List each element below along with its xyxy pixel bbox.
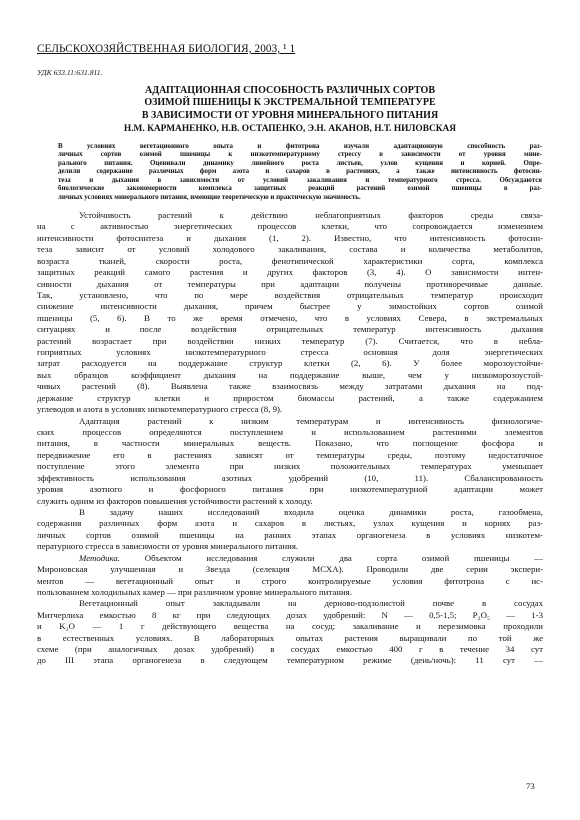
body-line: ских процессов определяются поступлением и использованием растениями элементов (37, 427, 543, 438)
body-line: пературного стресса в зависимости от уровня минерального питания. (37, 541, 299, 552)
body-line: содержания различных форм азота и сахаров в листьях, узлах кущения и корнях раз- (37, 518, 543, 529)
title-line: АДАПТАЦИОННАЯ СПОСОБНОСТЬ РАЗЛИЧНЫХ СОРТОВ (144, 85, 436, 96)
body-line: чивых растений (8). Выявлена также взаимосвязь между затратами дыхания на под- (37, 381, 543, 392)
body-line: Адаптация растений к низким температурам и интенсивность физиологиче- (79, 415, 543, 426)
body-line: возраста тканей, скорости роста, фенотипической характеристики сорта, комплекса (37, 255, 543, 266)
article-body (37, 210, 543, 667)
body-line: В задачу наших исследований входила оценка динамики роста, газообмена, (79, 506, 543, 517)
abstract-line: теза и дыхания в зависимости от условий закаливания и температурного стресса. Обсуждаются (58, 176, 542, 184)
body-line: Устойчивость растений к действию неблагоприятных факторов среды связа- (79, 210, 543, 220)
body-line: передвижение его в растениях зависят от температуры среды, поэтому недостаточное (37, 449, 543, 460)
methods-label: Методика. (79, 552, 120, 563)
body-line: поступление этого элемента при низких положительных температурах уменьшает (37, 461, 543, 472)
body-line: Вегетационный опыт закладывали на дерново-подзолистой почве в сосудах (79, 598, 543, 609)
page-number: 73 (526, 781, 535, 791)
body-line: снижение интенсивности дыхания, причем быстрее у зимостойких сортов озимой (37, 301, 543, 312)
body-line: затрат расходуется на поддержание структур клетки (2, 6). У более морозоустойчи- (37, 358, 543, 369)
body-line: гоприятных условиях низкотемпературного стресса основная доля энергетических (37, 347, 543, 358)
journal-header: СЕЛЬСКОХОЗЯЙСТВЕННАЯ БИОЛОГИЯ, 2003, ¹ 1 (37, 43, 296, 55)
body-line: вых образцов коэффициент дыхания на поддержание выше, чем у низкоморозоустой- (37, 369, 543, 380)
methods-line (37, 553, 543, 564)
body-line: эффективность использования азотных удобрений (10, 11). Сбалансированность (37, 472, 543, 483)
abstract-line: В условиях вегетационного опыта и фитотрона изучали адаптационную способность раз- (58, 143, 542, 150)
body-line: пользованием холодильных камер — при различном уровне минерального питания. (37, 586, 352, 597)
article-authors: Н.М. КАРМАНЕНКО, Н.В. ОСТАПЕНКО, Э.Н. АКАНОВ, Н.Т. НИЛОВСКАЯ (123, 124, 457, 134)
methods-text: Объектом исследования служили два сорта озимой пшеницы — (144, 552, 543, 563)
body-line: ситуациях и после воздействия отрицательных температур интенсивность дыхания (37, 324, 543, 335)
article-abstract (58, 143, 542, 202)
body-line: сивности дыхания от температуры при адаптации получены противоречивые данные. (37, 278, 543, 289)
abstract-line: делили содержание различных форм азота и сахаров в растениях, а также интенсивность фотосин- (58, 168, 542, 176)
abstract-line: биологические закономерности комплекса защитных реакций растений озимой пшеницы в раз- (58, 185, 542, 193)
body-line: схеме (при аналогичных дозах удобрений) в сосудах емкостью 400 г в течение 34 сут (37, 644, 543, 655)
body-line: на с активностью энергетических процессов клетки, что сопровождается изменением (37, 221, 543, 232)
body-line: растений возрастает при воздействии низких температур (7). Считается, что в небла- (37, 335, 543, 346)
body-line: в естественных условиях. В лабораторных опытах растения выращивали по той же (37, 632, 543, 643)
abstract-line: личных условиях минерального питания, имеющие теоретическую и практическую значимость. (58, 193, 361, 201)
body-line: защитных реакций самого растения и других факторов (3, 4). О зависимости интен- (37, 267, 543, 278)
title-line: ОЗИМОЙ ПШЕНИЦЫ К ЭКСТРЕМАЛЬНОЙ ТЕМПЕРАТУРЕ (144, 97, 436, 109)
body-line: и K₂O — 1 г действующего вещества на сосуд; закаливание и перезимовка проходили (37, 621, 543, 632)
body-line: углеводов и азота в условиях низкотемпературного стресса (8, 9). (37, 404, 283, 415)
body-line: теза зависит от условий холодового закаливания, состава и количества метаболитов, (37, 244, 543, 255)
title-line: В ЗАВИСИМОСТИ ОТ УРОВНЯ МИНЕРАЛЬНОГО ПИТАНИЯ (141, 109, 439, 121)
abstract-line: рального питания. Оценивали динамику линейного роста листьев, узлов кущения и корней. Опре- (58, 159, 542, 167)
body-line: питания, в частности минеральных веществ. Показано, что поглощение фосфора и (37, 438, 543, 449)
body-line: интенсивности фотосинтеза и дыхания (1, 2). Известно, что интенсивность фотосин- (37, 232, 543, 243)
body-line: Мироновская улучшенная и Звезда (селекция МСХА). Проводили две серии экспери- (37, 564, 543, 575)
body-line: служить одним из факторов повышения устойчивости растений к холоду. (37, 495, 313, 506)
body-line: держание структур клетки и приростом биомассы растений, а также содержанием (37, 392, 543, 403)
body-line: уровня азотного и фосфорного питания при низкотемпературной адаптации может (37, 484, 543, 495)
body-line: личных сортов озимой пшеницы на ранних этапах органогенеза в условиях низкотем- (37, 529, 543, 540)
body-line: пшеницы (5, 6). В то же время отмечено, что в условиях Севера, в экстремальных (37, 312, 543, 323)
body-line: до III этапа органогенеза в следующем температурном режиме (день/ночь): 11 сут — (37, 655, 543, 666)
abstract-line: личных сортов озимой пшеницы к низкотемпературному стрессу в зависимости от уровня мине- (58, 151, 542, 159)
udk-code: УДК 633.11:631.811. (37, 68, 103, 77)
article-title (37, 85, 543, 122)
body-line: Митчерлиха емкостью 8 кг при следующих дозах удобрений: N — 0,5-1,5; P₂O₅ — 1-3 (37, 609, 543, 620)
body-line: ментов — вегетационный опыт и строго контролируемые условия фитотрона с ис- (37, 575, 543, 586)
body-line: Так, установлено, что по мере воздействия отрицательных температур происходит (37, 289, 543, 300)
